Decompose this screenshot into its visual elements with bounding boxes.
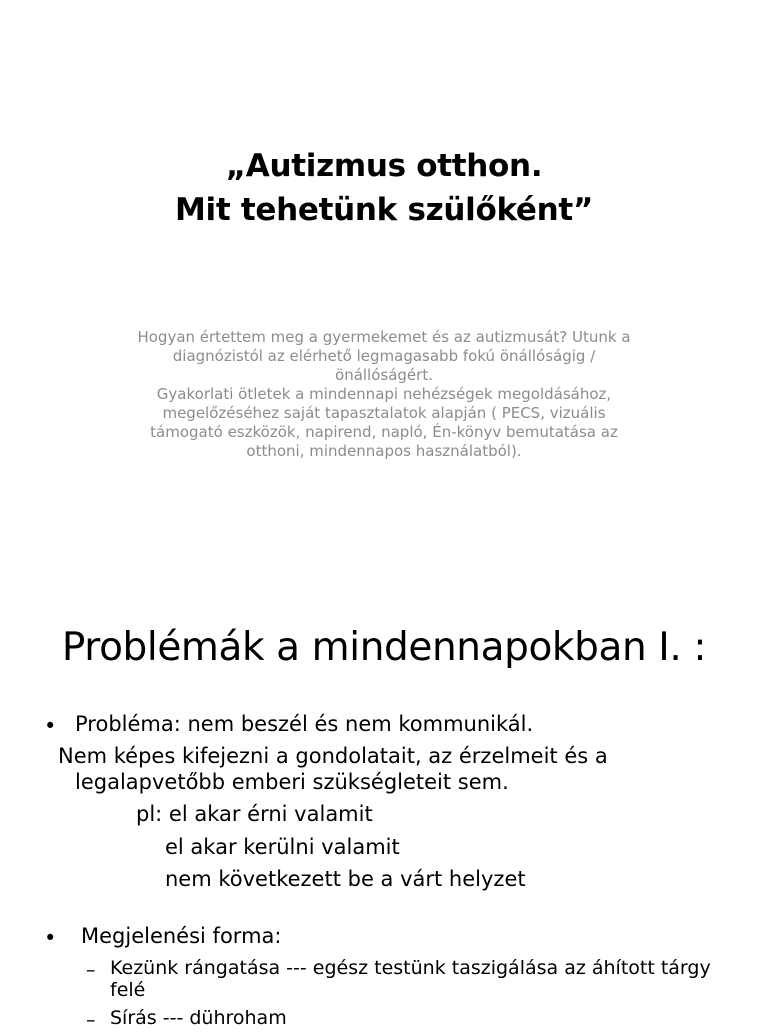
bullet-text: Megjelenési forma: [81,924,282,948]
slide-1-title-line-2: Mit tehetünk szülőként” [174,192,594,228]
sub-bullet-text: Sírás --- dühroham [110,1007,287,1029]
bullet-icon: • [44,714,57,738]
example-text: el akar kerülni valamit [165,835,400,859]
bullet-icon: • [44,926,57,950]
sub-bullet-text: felé [110,979,146,1001]
body-text: Nem képes kifejezni a gondolatait, az érzelmeit és a [58,744,608,768]
subtitle-line: megelőzéséhez saját tapasztalatok alapján ( PECS, vizuális [162,404,606,422]
subtitle-line: otthoni, mindennapos használatból). [246,442,522,460]
slide-2 [0,576,768,1031]
dash-icon: – [86,1009,96,1031]
subtitle-line: diagnózistól az elérhető legmagasabb fokú önállóságig / [172,347,596,365]
dash-icon: – [86,959,96,981]
example-text: nem következett be a várt helyzet [165,867,526,891]
subtitle-line: támogató eszközök, napirend, napló, Én-könyv bemutatása az [150,423,618,441]
subtitle-line: önállóságért. [335,366,433,384]
example-text: pl: el akar érni valamit [136,802,373,826]
slide-1-title-line-1: „Autizmus otthon. [225,148,543,184]
subtitle-line: Hogyan értettem meg a gyermekemet és az autizmusát? Utunk a [137,328,631,346]
slide-1-title [0,144,768,232]
bullet-text: Probléma: nem beszél és nem kommunikál. [75,712,534,736]
sub-bullet-text: Kezünk rángatása --- egész testünk taszigálása az áhított tárgy [110,957,711,979]
slide-1-subtitle [110,328,658,461]
subtitle-line: Gyakorlati ötletek a mindennapi nehézségek megoldásához, [156,385,612,403]
slide-2-title: Problémák a mindennapokban I. : [61,625,707,670]
body-text: legalapvetőbb emberi szükségleteit sem. [75,770,509,794]
